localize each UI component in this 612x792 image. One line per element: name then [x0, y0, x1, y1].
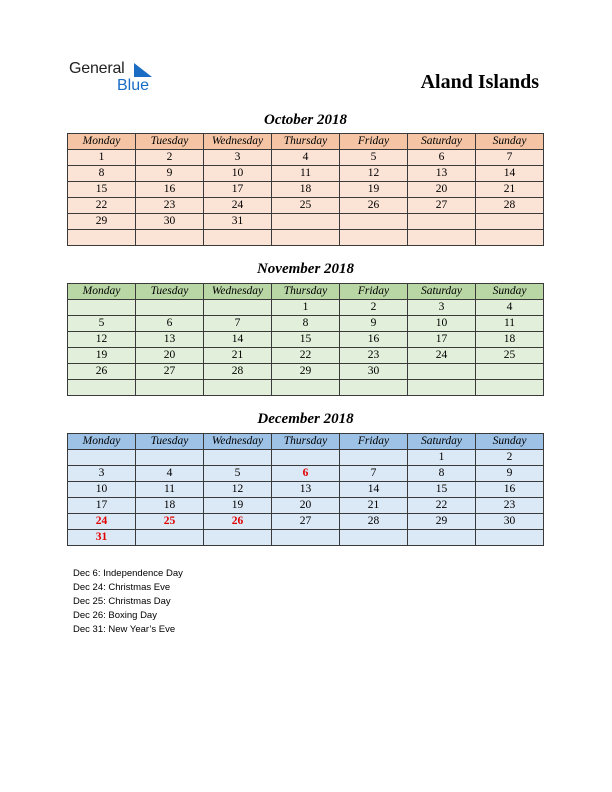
week-row — [68, 332, 544, 348]
day-cell: 6 — [136, 316, 204, 332]
day-cell: 22 — [272, 348, 340, 364]
week-row — [68, 466, 544, 482]
day-cell: 13 — [408, 166, 476, 182]
day-cell: 25 — [272, 198, 340, 214]
week-row — [68, 514, 544, 530]
day-cell: 10 — [204, 166, 272, 182]
week-row — [68, 300, 544, 316]
day-cell: 5 — [68, 316, 136, 332]
day-cell: 31 — [204, 214, 272, 230]
day-cell: 9 — [340, 316, 408, 332]
empty-day-cell — [340, 380, 408, 396]
week-row — [68, 482, 544, 498]
week-row — [68, 348, 544, 364]
logo-triangle-icon — [133, 63, 153, 79]
weekday-header-row — [68, 134, 544, 150]
empty-day-cell — [340, 230, 408, 246]
weekday-header: Saturday — [408, 284, 476, 300]
empty-day-cell — [136, 450, 204, 466]
day-cell: 8 — [408, 466, 476, 482]
empty-day-cell — [204, 230, 272, 246]
weekday-header: Sunday — [476, 134, 544, 150]
empty-day-cell — [340, 530, 408, 546]
day-cell: 19 — [68, 348, 136, 364]
day-cell: 21 — [476, 182, 544, 198]
day-cell: 9 — [476, 466, 544, 482]
holiday-notes — [73, 567, 183, 637]
holiday-note: Dec 25: Christmas Day — [73, 596, 171, 607]
day-cell: 22 — [68, 198, 136, 214]
day-cell: 7 — [476, 150, 544, 166]
weekday-header: Wednesday — [204, 284, 272, 300]
month-title-november: November 2018 — [256, 261, 355, 277]
empty-day-cell — [68, 300, 136, 316]
empty-day-cell — [136, 230, 204, 246]
day-cell: 14 — [476, 166, 544, 182]
week-row — [68, 498, 544, 514]
weekday-header: Monday — [68, 284, 136, 300]
weekday-header: Saturday — [408, 134, 476, 150]
weekday-header: Tuesday — [136, 284, 204, 300]
generalblue-logo — [69, 60, 169, 96]
calendar-december — [67, 433, 544, 546]
day-cell: 5 — [204, 466, 272, 482]
week-row — [68, 150, 544, 166]
empty-day-cell — [272, 214, 340, 230]
weekday-header: Friday — [340, 134, 408, 150]
day-cell: 21 — [204, 348, 272, 364]
day-cell: 17 — [204, 182, 272, 198]
day-cell: 30 — [136, 214, 204, 230]
weekday-header: Saturday — [408, 434, 476, 450]
day-cell: 25 — [476, 348, 544, 364]
day-cell: 16 — [476, 482, 544, 498]
day-cell: 29 — [408, 514, 476, 530]
day-cell: 7 — [204, 316, 272, 332]
day-cell: 23 — [476, 498, 544, 514]
day-cell: 6 — [408, 150, 476, 166]
holiday-note: Dec 26: Boxing Day — [73, 610, 157, 621]
week-row — [68, 198, 544, 214]
day-cell: 29 — [68, 214, 136, 230]
logo-text-blue: Blue — [117, 77, 150, 94]
day-cell: 24 — [408, 348, 476, 364]
day-cell: 17 — [68, 498, 136, 514]
weekday-header: Friday — [340, 284, 408, 300]
empty-day-cell — [272, 450, 340, 466]
empty-day-cell — [476, 214, 544, 230]
day-cell: 31 — [68, 530, 136, 546]
calendar-november — [67, 283, 544, 396]
day-cell: 18 — [272, 182, 340, 198]
day-cell: 8 — [68, 166, 136, 182]
weekday-header: Tuesday — [136, 134, 204, 150]
day-cell: 12 — [204, 482, 272, 498]
day-cell: 14 — [204, 332, 272, 348]
day-cell: 28 — [204, 364, 272, 380]
day-cell: 2 — [340, 300, 408, 316]
empty-day-cell — [476, 364, 544, 380]
day-cell: 19 — [204, 498, 272, 514]
day-cell: 20 — [136, 348, 204, 364]
day-cell: 7 — [340, 466, 408, 482]
day-cell: 17 — [408, 332, 476, 348]
week-row — [68, 530, 544, 546]
day-cell: 3 — [204, 150, 272, 166]
day-cell: 24 — [204, 198, 272, 214]
empty-day-cell — [476, 230, 544, 246]
weekday-header: Tuesday — [136, 434, 204, 450]
empty-day-cell — [204, 450, 272, 466]
day-cell: 13 — [272, 482, 340, 498]
weekday-header-row — [68, 434, 544, 450]
week-row — [68, 450, 544, 466]
day-cell: 18 — [136, 498, 204, 514]
day-cell: 1 — [408, 450, 476, 466]
day-cell: 13 — [136, 332, 204, 348]
day-cell: 15 — [408, 482, 476, 498]
day-cell: 8 — [272, 316, 340, 332]
weekday-header-row — [68, 284, 544, 300]
day-cell: 11 — [136, 482, 204, 498]
month-title-october: October 2018 — [264, 112, 347, 128]
day-cell: 26 — [68, 364, 136, 380]
holiday-note: Dec 6: Independence Day — [73, 568, 183, 579]
week-row — [68, 380, 544, 396]
logo-text-general: General — [69, 60, 125, 77]
week-row — [68, 166, 544, 182]
weekday-header: Monday — [68, 134, 136, 150]
day-cell: 28 — [476, 198, 544, 214]
empty-day-cell — [340, 450, 408, 466]
calendar-october — [67, 133, 544, 246]
day-cell: 10 — [408, 316, 476, 332]
weekday-header: Thursday — [272, 284, 340, 300]
empty-day-cell — [476, 380, 544, 396]
day-cell: 27 — [408, 198, 476, 214]
day-cell: 26 — [340, 198, 408, 214]
empty-day-cell — [68, 230, 136, 246]
weekday-header: Wednesday — [204, 134, 272, 150]
country-title: Aland Islands — [420, 71, 539, 93]
empty-day-cell — [272, 530, 340, 546]
empty-day-cell — [408, 364, 476, 380]
empty-day-cell — [408, 380, 476, 396]
day-cell: 27 — [272, 514, 340, 530]
day-cell: 11 — [272, 166, 340, 182]
day-cell: 15 — [68, 182, 136, 198]
day-cell: 11 — [476, 316, 544, 332]
day-cell: 25 — [136, 514, 204, 530]
weekday-header: Sunday — [476, 284, 544, 300]
weekday-header: Thursday — [272, 434, 340, 450]
empty-day-cell — [272, 230, 340, 246]
day-cell: 21 — [340, 498, 408, 514]
day-cell: 19 — [340, 182, 408, 198]
empty-day-cell — [408, 230, 476, 246]
day-cell: 10 — [68, 482, 136, 498]
empty-day-cell — [68, 450, 136, 466]
empty-day-cell — [476, 530, 544, 546]
day-cell: 30 — [340, 364, 408, 380]
empty-day-cell — [340, 214, 408, 230]
day-cell: 18 — [476, 332, 544, 348]
day-cell: 5 — [340, 150, 408, 166]
empty-day-cell — [204, 530, 272, 546]
day-cell: 2 — [136, 150, 204, 166]
day-cell: 30 — [476, 514, 544, 530]
week-row — [68, 182, 544, 198]
empty-day-cell — [408, 530, 476, 546]
day-cell: 1 — [272, 300, 340, 316]
day-cell: 12 — [68, 332, 136, 348]
day-cell: 20 — [272, 498, 340, 514]
day-cell: 16 — [340, 332, 408, 348]
weekday-header: Thursday — [272, 134, 340, 150]
day-cell: 4 — [136, 466, 204, 482]
holiday-note: Dec 24: Christmas Eve — [73, 582, 171, 593]
day-cell: 23 — [340, 348, 408, 364]
empty-day-cell — [136, 380, 204, 396]
day-cell: 14 — [340, 482, 408, 498]
day-cell: 2 — [476, 450, 544, 466]
holiday-note: Dec 31: New Year’s Eve — [73, 624, 176, 635]
month-title-december: December 2018 — [257, 411, 354, 427]
day-cell: 22 — [408, 498, 476, 514]
day-cell: 24 — [68, 514, 136, 530]
weekday-header: Sunday — [476, 434, 544, 450]
week-row — [68, 230, 544, 246]
empty-day-cell — [68, 380, 136, 396]
empty-day-cell — [204, 300, 272, 316]
empty-day-cell — [136, 530, 204, 546]
day-cell: 1 — [68, 150, 136, 166]
day-cell: 4 — [476, 300, 544, 316]
weekday-header: Monday — [68, 434, 136, 450]
day-cell: 29 — [272, 364, 340, 380]
week-row — [68, 364, 544, 380]
day-cell: 23 — [136, 198, 204, 214]
empty-day-cell — [408, 214, 476, 230]
day-cell: 15 — [272, 332, 340, 348]
week-row — [68, 214, 544, 230]
day-cell: 27 — [136, 364, 204, 380]
day-cell: 9 — [136, 166, 204, 182]
day-cell: 26 — [204, 514, 272, 530]
weekday-header: Friday — [340, 434, 408, 450]
day-cell: 3 — [68, 466, 136, 482]
day-cell: 28 — [340, 514, 408, 530]
empty-day-cell — [272, 380, 340, 396]
day-cell: 20 — [408, 182, 476, 198]
week-row — [68, 316, 544, 332]
day-cell: 4 — [272, 150, 340, 166]
day-cell: 16 — [136, 182, 204, 198]
day-cell: 6 — [272, 466, 340, 482]
weekday-header: Wednesday — [204, 434, 272, 450]
day-cell: 3 — [408, 300, 476, 316]
empty-day-cell — [136, 300, 204, 316]
empty-day-cell — [204, 380, 272, 396]
day-cell: 12 — [340, 166, 408, 182]
